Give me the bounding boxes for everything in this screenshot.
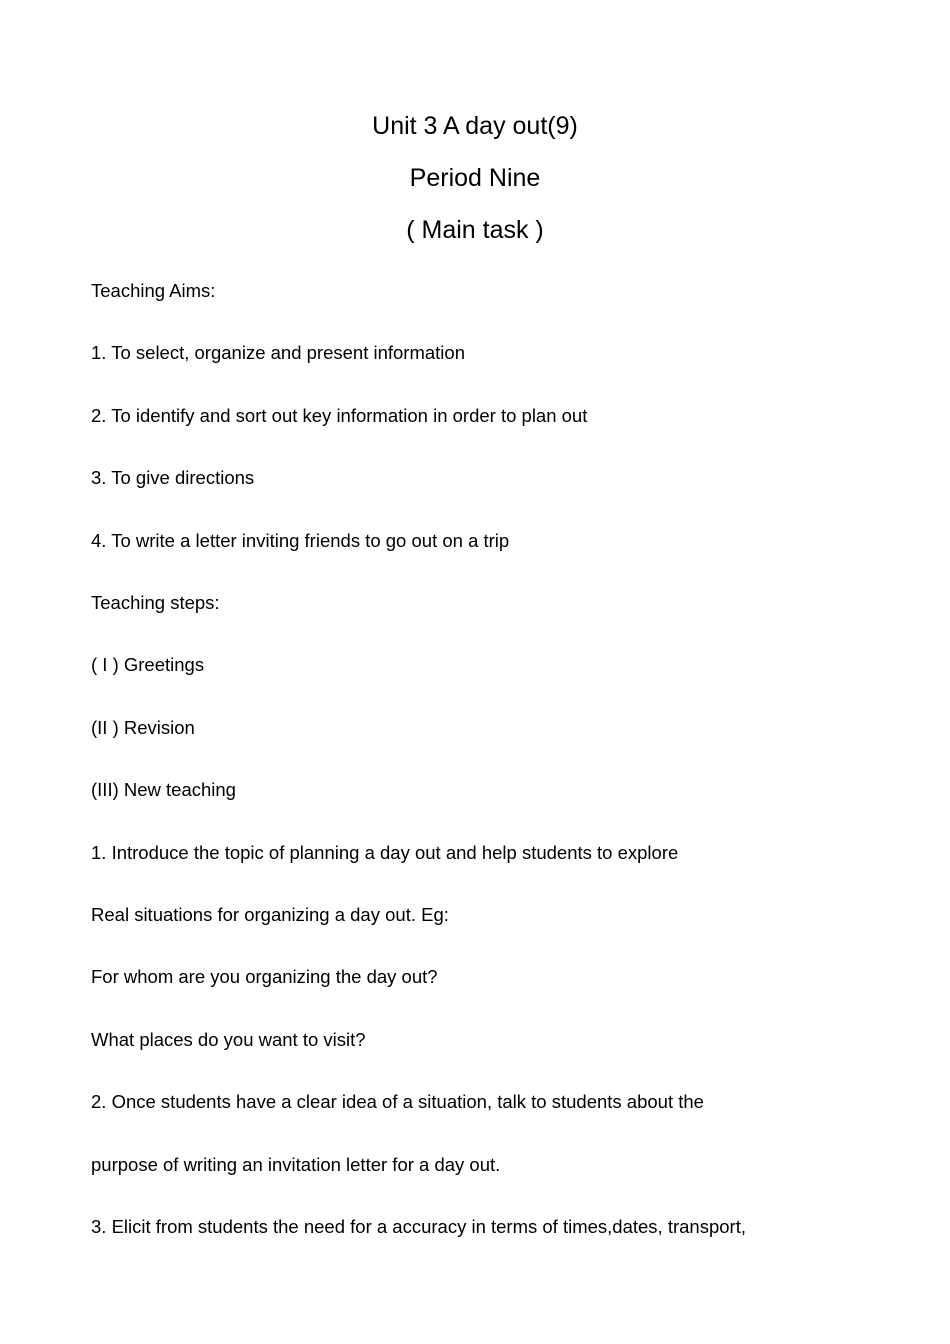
body-text-line: purpose of writing an invitation letter for a day out. bbox=[91, 1154, 501, 1175]
body-text-line: What places do you want to visit? bbox=[91, 1029, 366, 1050]
teaching-aims-heading: Teaching Aims: bbox=[91, 280, 216, 301]
document-title: Unit 3 A day out(9) bbox=[372, 112, 578, 140]
teaching-steps-heading: Teaching steps: bbox=[91, 592, 220, 613]
body-text-line: 2. Once students have a clear idea of a situation, talk to students about the bbox=[91, 1091, 704, 1112]
aim-item: 3. To give directions bbox=[91, 467, 255, 488]
aim-item: 2. To identify and sort out key information in order to plan out bbox=[91, 405, 588, 426]
body-text-line: 3. Elicit from students the need for a accuracy in terms of times,dates, transport, bbox=[91, 1216, 746, 1237]
body-text-line: For whom are you organizing the day out? bbox=[91, 966, 438, 987]
aim-item: 4. To write a letter inviting friends to go out on a trip bbox=[91, 530, 510, 551]
body-text-line: 1. Introduce the topic of planning a day out and help students to explore bbox=[91, 842, 679, 863]
step-heading: (II ) Revision bbox=[91, 717, 195, 738]
body-text-line: Real situations for organizing a day out. Eg: bbox=[91, 904, 449, 925]
period-heading: Period Nine bbox=[409, 164, 541, 192]
step-heading: (III) New teaching bbox=[91, 779, 236, 800]
step-heading: ( I ) Greetings bbox=[91, 654, 205, 675]
aim-item: 1. To select, organize and present information bbox=[91, 342, 465, 363]
main-task-subtitle: ( Main task ) bbox=[406, 216, 544, 244]
